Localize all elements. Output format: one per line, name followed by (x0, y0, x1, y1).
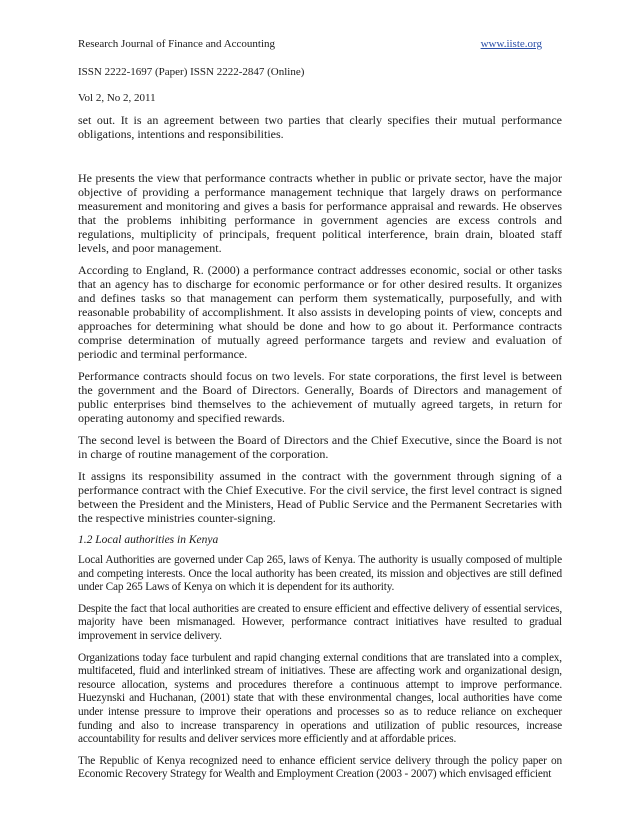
paragraph: Despite the fact that local authorities are created to ensure efficient and effective delivery of essential services, majority have been mismanaged. However, performance contract initiatives have resulted to gradual improvement in service delivery. (78, 602, 562, 642)
paragraph: set out. It is an agreement between two parties that clearly specifies their mutual performance obligations, intentions and responsibilities. (78, 113, 562, 141)
paragraph: The Republic of Kenya recognized need to enhance efficient service delivery through the policy paper on Economic Recovery Strategy for Wealth and Employment Creation (2003 - 2007) which envisaged efficient (78, 754, 562, 781)
journal-url-link[interactable]: www.iiste.org (480, 38, 542, 50)
paragraph: The second level is between the Board of Directors and the Chief Executive, since the Board is not in charge of routine management of the corporation. (78, 433, 562, 461)
paragraph: Organizations today face turbulent and rapid changing external conditions that are translated into a complex, multifaceted, fluid and interlinked stream of initiatives. These are affecting work and organizational design, resource allocation, systems and procedures therefore a continuous attempt to improve performance. Huezynski and Huchanan, (2001) state that with these environmental changes, local authorities have come under intense pressure to improve their operations and processes so as to reduce reliance on exchequer funding and also to increase transparency in operations and utilization of public resources, increase accountability for results and deliver services more efficiently and at affordable prices. (78, 651, 562, 746)
volume-line: Vol 2, No 2, 2011 (78, 92, 156, 104)
section-heading: 1.2 Local authorities in Kenya (78, 534, 219, 546)
paragraph: Local Authorities are governed under Cap 265, laws of Kenya. The authority is usually composed of multiple and competing interests. Once the local authority has been created, its mission and objectives are still defined under Cap 265 Laws of Kenya on which it is dependent for its authority. (78, 554, 562, 594)
article-body (78, 113, 562, 790)
paragraph: It assigns its responsibility assumed in the contract with the government through signing of a performance contract with the Chief Executive. For the civil service, the first level contract is signed between the President and the Ministers, Head of Public Service and the Permanent Secretaries with the respective ministries counter-signing. (78, 469, 562, 525)
paragraph: According to England, R. (2000) a performance contract addresses economic, social or other tasks that an agency has to discharge for economic performance or for other desired results. It organizes and defines tasks so that management can perform them systematically, purposefully, and with reasonable probability of accomplishment. It also assists in developing points of view, concepts and approaches for determining what should be done and how to go about it. Performance contracts comprise determination of mutually agreed performance targets and review and evaluation of periodic and terminal performance. (78, 263, 562, 361)
issn-line: ISSN 2222-1697 (Paper) ISSN 2222-2847 (Online) (78, 66, 305, 78)
paragraph: He presents the view that performance contracts whether in public or private sector, have the major objective of providing a performance management technique that largely draws on performance measurement and monitoring and gives a basis for performance appraisal and rewards. He observes that the problems inhibiting performance in government agencies are excess controls and regulations, multiplicity of principals, frequent political interference, brain drain, bloated staff levels, and poor management. (78, 171, 562, 255)
journal-title: Research Journal of Finance and Accounting (78, 38, 276, 50)
paragraph: Performance contracts should focus on two levels. For state corporations, the first level is between the government and the Board of Directors. Generally, Boards of Directors and management of public enterprises bind themselves to the achievement of mutually agreed targets, in return for operating autonomy and specified rewards. (78, 369, 562, 425)
